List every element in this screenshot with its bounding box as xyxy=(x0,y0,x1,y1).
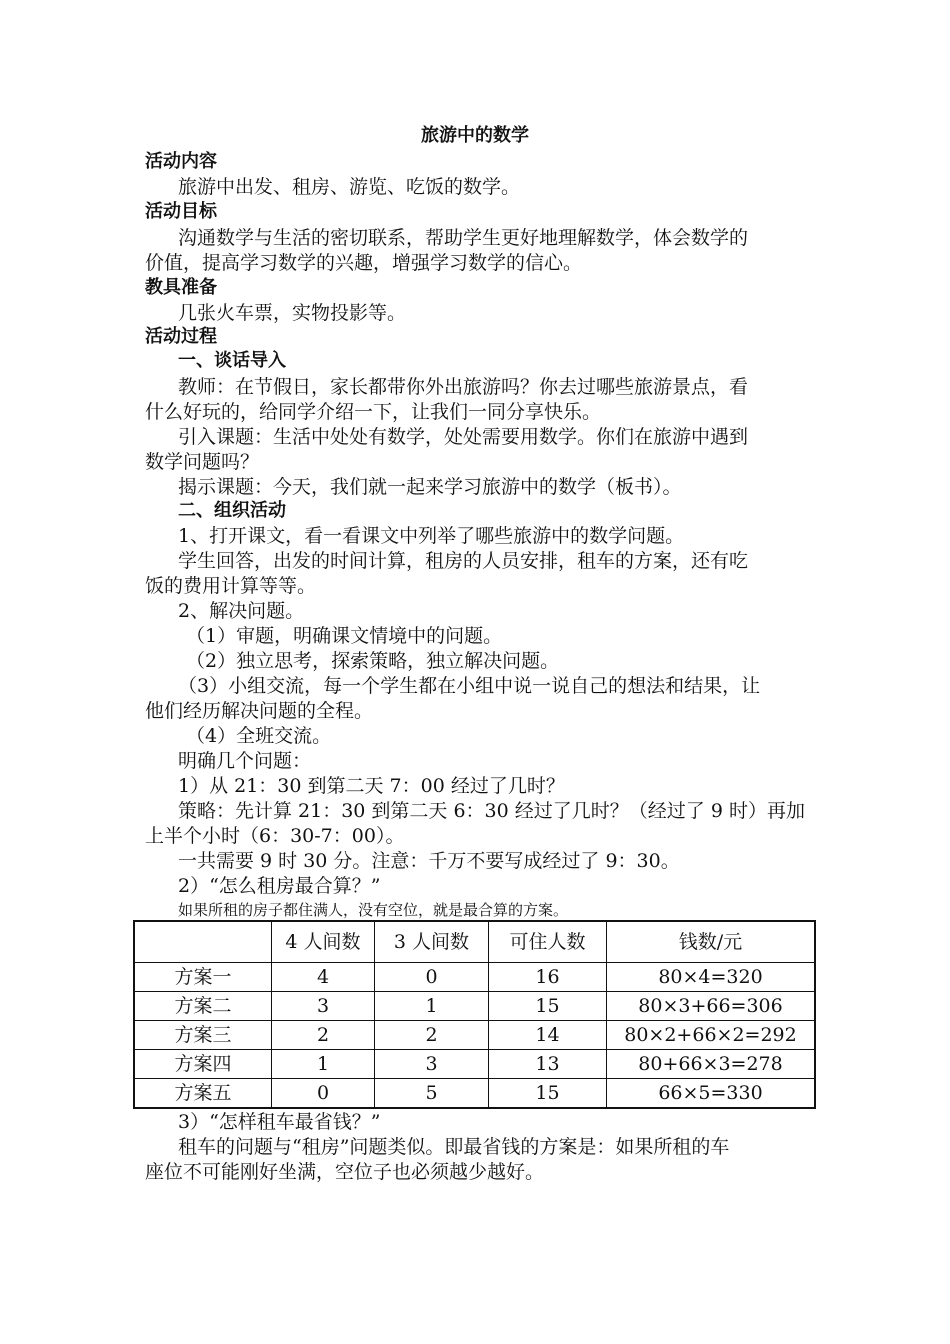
paragraph-line: 2）“怎么租房最合算？” xyxy=(178,875,381,897)
paragraph-line: 他们经历解决问题的全程。 xyxy=(145,700,374,722)
header-cell: 钱数/元 xyxy=(607,921,816,963)
paragraph-line: 一共需要 9 时 30 分。注意：千万不要写成经过了 9：30。 xyxy=(178,850,680,872)
table-cell: 16 xyxy=(489,963,607,992)
paragraph-line: 几张火车票，实物投影等。 xyxy=(178,302,407,324)
paragraph-line: 教师：在节假日，家长都带你外出旅游吗？你去过哪些旅游景点，看 xyxy=(178,376,749,398)
table-cell: 0 xyxy=(375,963,489,992)
table-cell: 3 xyxy=(272,992,375,1021)
paragraph-line: 3）“怎样租车最省钱？” xyxy=(178,1111,381,1133)
table-cell: 5 xyxy=(375,1079,489,1109)
paragraph-line: （4）全班交流。 xyxy=(186,725,332,747)
table-cell: 80×3+66=306 xyxy=(607,992,816,1021)
table-cell: 14 xyxy=(489,1021,607,1050)
table-cell: 15 xyxy=(489,1079,607,1109)
paragraph-line: 明确几个问题： xyxy=(178,750,312,772)
table-cell: 4 xyxy=(272,963,375,992)
plan-name-cell: 方案一 xyxy=(134,963,272,992)
table-row xyxy=(134,963,815,992)
paragraph-line: 策略：先计算 21：30 到第二天 6：30 经过了几时？（经过了 9 时）再加 xyxy=(178,800,805,822)
table-cell: 80×4=320 xyxy=(607,963,816,992)
paragraph-line: 1）从 21：30 到第二天 7：00 经过了几时？ xyxy=(178,775,565,797)
header-cell: 可住人数 xyxy=(489,921,607,963)
table-cell: 0 xyxy=(272,1079,375,1109)
plan-name-cell: 方案三 xyxy=(134,1021,272,1050)
header-cell: 4 人间数 xyxy=(272,921,375,963)
table-cell: 66×5=330 xyxy=(607,1079,816,1109)
paragraph-line: 引入课题：生活中处处有数学，处处需要用数学。你们在旅游中遇到 xyxy=(178,426,749,448)
header-cell: 3 人间数 xyxy=(375,921,489,963)
table-cell: 80×2+66×2=292 xyxy=(607,1021,816,1050)
subsection-heading: 一、谈话导入 xyxy=(178,350,286,371)
subsection-heading: 二、组织活动 xyxy=(178,500,286,521)
paragraph-line: 数学问题吗？ xyxy=(145,451,260,473)
table-row xyxy=(134,1079,815,1109)
paragraph-line: 什么好玩的，给同学介绍一下，让我们一同分享快乐。 xyxy=(145,401,602,423)
paragraph-line: 价值，提高学习数学的兴趣，增强学习数学的信心。 xyxy=(145,252,583,274)
section-heading: 活动过程 xyxy=(145,326,217,347)
table-row xyxy=(134,1021,815,1050)
table-cell: 13 xyxy=(489,1050,607,1079)
paragraph-line: （1）审题，明确课文情境中的问题。 xyxy=(186,625,503,647)
section-heading: 教具准备 xyxy=(145,277,217,298)
section-heading: 活动内容 xyxy=(145,151,217,172)
table-caption: 如果所租的房子都住满人，没有空位，就是最合算的方案。 xyxy=(178,901,569,919)
doc-title: 旅游中的数学 xyxy=(421,125,529,146)
table-cell: 2 xyxy=(272,1021,375,1050)
paragraph-line: 租车的问题与“租房”问题类似。即最省钱的方案是：如果所租的车 xyxy=(178,1136,730,1158)
table-cell: 15 xyxy=(489,992,607,1021)
table-cell: 1 xyxy=(375,992,489,1021)
table-cell: 3 xyxy=(375,1050,489,1079)
paragraph-line: （2）独立思考，探索策略，独立解决问题。 xyxy=(186,650,560,672)
paragraph-line: 上半个小时（6：30-7：00）。 xyxy=(145,825,405,847)
table-cell: 1 xyxy=(272,1050,375,1079)
plan-name-cell: 方案四 xyxy=(134,1050,272,1079)
header-cell xyxy=(134,921,272,963)
rental-plan-table xyxy=(133,920,816,1109)
paragraph-line: 座位不可能刚好坐满，空位子也必须越少越好。 xyxy=(145,1161,545,1183)
plan-name-cell: 方案五 xyxy=(134,1079,272,1109)
paragraph-line: 2、解决问题。 xyxy=(178,600,305,622)
paragraph-line: 饭的费用计算等等。 xyxy=(145,575,317,597)
paragraph-line: （3）小组交流，每一个学生都在小组中说一说自己的想法和结果，让 xyxy=(178,675,761,697)
paragraph-line: 学生回答，出发的时间计算，租房的人员安排，租车的方案，还有吃 xyxy=(178,550,749,572)
table-header-row xyxy=(134,921,815,963)
plan-name-cell: 方案二 xyxy=(134,992,272,1021)
table-row xyxy=(134,1050,815,1079)
paragraph-line: 旅游中出发、租房、游览、吃饭的数学。 xyxy=(178,176,521,198)
paragraph-line: 揭示课题：今天，我们就一起来学习旅游中的数学（板书）。 xyxy=(178,476,682,498)
table-row xyxy=(134,992,815,1021)
table-cell: 2 xyxy=(375,1021,489,1050)
section-heading: 活动目标 xyxy=(145,201,217,222)
table-cell: 80+66×3=278 xyxy=(607,1050,816,1079)
paragraph-line: 沟通数学与生活的密切联系，帮助学生更好地理解数学，体会数学的 xyxy=(178,227,749,249)
paragraph-line: 1、打开课文，看一看课文中列举了哪些旅游中的数学问题。 xyxy=(178,525,685,547)
